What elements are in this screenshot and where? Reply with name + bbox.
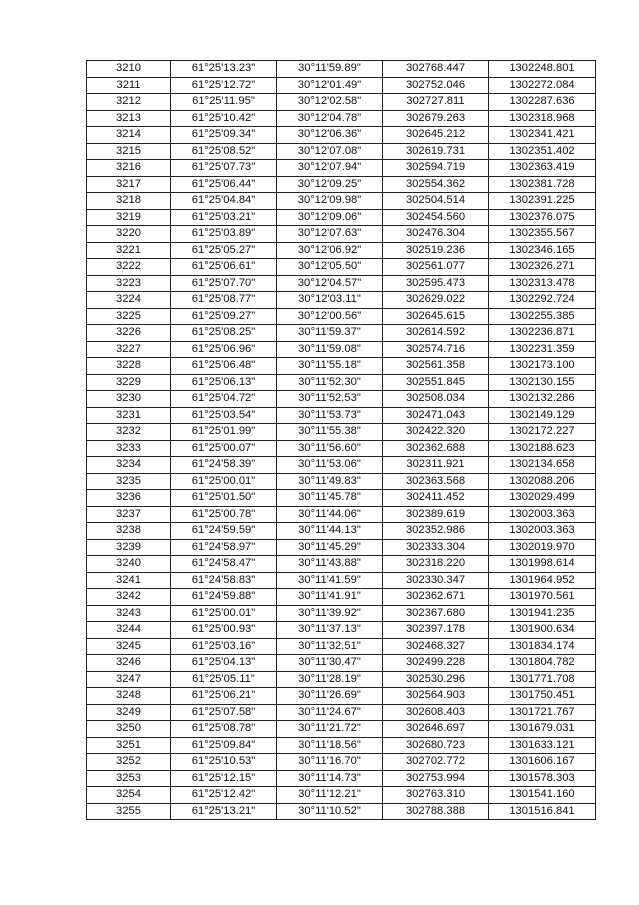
point-number-cell: 3251 xyxy=(87,737,171,754)
point-number-cell: 3234 xyxy=(87,457,171,474)
x-coordinate-cell: 302564.903 xyxy=(383,688,489,705)
point-number-cell: 3247 xyxy=(87,671,171,688)
table-row xyxy=(87,176,596,193)
x-coordinate-cell: 302768.447 xyxy=(383,61,489,78)
table-row xyxy=(87,424,596,441)
table-row xyxy=(87,770,596,787)
point-number-cell: 3227 xyxy=(87,341,171,358)
y-coordinate-cell: 1301941.235 xyxy=(489,605,596,622)
table-row xyxy=(87,358,596,375)
x-coordinate-cell: 302619.731 xyxy=(383,143,489,160)
point-number-cell: 3210 xyxy=(87,61,171,78)
longitude-cell: 30°12'07.63" xyxy=(277,226,383,243)
table-row xyxy=(87,737,596,754)
y-coordinate-cell: 1302173.100 xyxy=(489,358,596,375)
x-coordinate-cell: 302551.845 xyxy=(383,374,489,391)
x-coordinate-cell: 302646.697 xyxy=(383,721,489,738)
latitude-cell: 61°25'08.78" xyxy=(171,721,277,738)
x-coordinate-cell: 302318.220 xyxy=(383,556,489,573)
latitude-cell: 61°25'06.13" xyxy=(171,374,277,391)
y-coordinate-cell: 1302292.724 xyxy=(489,292,596,309)
longitude-cell: 30°11'55.18" xyxy=(277,358,383,375)
point-number-cell: 3229 xyxy=(87,374,171,391)
table-row xyxy=(87,209,596,226)
latitude-cell: 61°25'10.53" xyxy=(171,754,277,771)
x-coordinate-cell: 302594.719 xyxy=(383,160,489,177)
table-row xyxy=(87,523,596,540)
y-coordinate-cell: 1302391.225 xyxy=(489,193,596,210)
longitude-cell: 30°11'56.60" xyxy=(277,440,383,457)
longitude-cell: 30°11'44.06" xyxy=(277,506,383,523)
longitude-cell: 30°12'09.25" xyxy=(277,176,383,193)
x-coordinate-cell: 302561.358 xyxy=(383,358,489,375)
table-row xyxy=(87,473,596,490)
longitude-cell: 30°11'39.92" xyxy=(277,605,383,622)
latitude-cell: 61°25'06.21" xyxy=(171,688,277,705)
table-row xyxy=(87,193,596,210)
y-coordinate-cell: 1301541.160 xyxy=(489,787,596,804)
longitude-cell: 30°11'16.70" xyxy=(277,754,383,771)
table-row xyxy=(87,556,596,573)
latitude-cell: 61°25'11.95" xyxy=(171,94,277,111)
latitude-cell: 61°25'00.01" xyxy=(171,473,277,490)
x-coordinate-cell: 302333.304 xyxy=(383,539,489,556)
table-row xyxy=(87,110,596,127)
longitude-cell: 30°12'06.92" xyxy=(277,242,383,259)
y-coordinate-cell: 1302355.567 xyxy=(489,226,596,243)
point-number-cell: 3226 xyxy=(87,325,171,342)
table-row xyxy=(87,704,596,721)
table-row xyxy=(87,655,596,672)
point-number-cell: 3231 xyxy=(87,407,171,424)
y-coordinate-cell: 1302132.286 xyxy=(489,391,596,408)
table-row xyxy=(87,457,596,474)
latitude-cell: 61°25'00.93" xyxy=(171,622,277,639)
latitude-cell: 61°25'00.78" xyxy=(171,506,277,523)
y-coordinate-cell: 1302346.165 xyxy=(489,242,596,259)
longitude-cell: 30°12'06.36" xyxy=(277,127,383,144)
y-coordinate-cell: 1302341.421 xyxy=(489,127,596,144)
latitude-cell: 61°24'59.88" xyxy=(171,589,277,606)
latitude-cell: 61°25'05.27" xyxy=(171,242,277,259)
y-coordinate-cell: 1301834.174 xyxy=(489,638,596,655)
point-number-cell: 3243 xyxy=(87,605,171,622)
y-coordinate-cell: 1302003.363 xyxy=(489,523,596,540)
y-coordinate-cell: 1302149.129 xyxy=(489,407,596,424)
point-number-cell: 3244 xyxy=(87,622,171,639)
latitude-cell: 61°24'58.39" xyxy=(171,457,277,474)
latitude-cell: 61°25'07.70" xyxy=(171,275,277,292)
longitude-cell: 30°12'03.11" xyxy=(277,292,383,309)
point-number-cell: 3239 xyxy=(87,539,171,556)
latitude-cell: 61°25'04.72" xyxy=(171,391,277,408)
table-row xyxy=(87,506,596,523)
latitude-cell: 61°25'03.54" xyxy=(171,407,277,424)
x-coordinate-cell: 302411.452 xyxy=(383,490,489,507)
point-number-cell: 3255 xyxy=(87,803,171,820)
y-coordinate-cell: 1302326.271 xyxy=(489,259,596,276)
point-number-cell: 3248 xyxy=(87,688,171,705)
longitude-cell: 30°11'49.83" xyxy=(277,473,383,490)
x-coordinate-cell: 302330.347 xyxy=(383,572,489,589)
x-coordinate-cell: 302679.263 xyxy=(383,110,489,127)
x-coordinate-cell: 302763.310 xyxy=(383,787,489,804)
point-number-cell: 3236 xyxy=(87,490,171,507)
point-number-cell: 3249 xyxy=(87,704,171,721)
point-number-cell: 3211 xyxy=(87,77,171,94)
y-coordinate-cell: 1301900.634 xyxy=(489,622,596,639)
point-number-cell: 3212 xyxy=(87,94,171,111)
longitude-cell: 30°11'30.47" xyxy=(277,655,383,672)
x-coordinate-cell: 302645.615 xyxy=(383,308,489,325)
point-number-cell: 3219 xyxy=(87,209,171,226)
point-number-cell: 3245 xyxy=(87,638,171,655)
latitude-cell: 61°25'13.23" xyxy=(171,61,277,78)
x-coordinate-cell: 302530.296 xyxy=(383,671,489,688)
x-coordinate-cell: 302727.811 xyxy=(383,94,489,111)
table-row xyxy=(87,94,596,111)
x-coordinate-cell: 302753.994 xyxy=(383,770,489,787)
y-coordinate-cell: 1302019.970 xyxy=(489,539,596,556)
longitude-cell: 30°11'59.89" xyxy=(277,61,383,78)
latitude-cell: 61°25'09.84" xyxy=(171,737,277,754)
latitude-cell: 61°25'06.96" xyxy=(171,341,277,358)
y-coordinate-cell: 1302248.801 xyxy=(489,61,596,78)
y-coordinate-cell: 1302255.385 xyxy=(489,308,596,325)
table-row xyxy=(87,325,596,342)
latitude-cell: 61°25'12.72" xyxy=(171,77,277,94)
x-coordinate-cell: 302362.671 xyxy=(383,589,489,606)
table-row xyxy=(87,440,596,457)
x-coordinate-cell: 302629.022 xyxy=(383,292,489,309)
x-coordinate-cell: 302471.043 xyxy=(383,407,489,424)
longitude-cell: 30°12'04.57" xyxy=(277,275,383,292)
latitude-cell: 61°24'58.97" xyxy=(171,539,277,556)
longitude-cell: 30°12'01.49" xyxy=(277,77,383,94)
point-number-cell: 3232 xyxy=(87,424,171,441)
y-coordinate-cell: 1302029.499 xyxy=(489,490,596,507)
y-coordinate-cell: 1301998.614 xyxy=(489,556,596,573)
point-number-cell: 3252 xyxy=(87,754,171,771)
latitude-cell: 61°25'05.11" xyxy=(171,671,277,688)
x-coordinate-cell: 302554.362 xyxy=(383,176,489,193)
y-coordinate-cell: 1302287.636 xyxy=(489,94,596,111)
table-row xyxy=(87,572,596,589)
latitude-cell: 61°24'59.59" xyxy=(171,523,277,540)
table-row xyxy=(87,61,596,78)
table-row xyxy=(87,490,596,507)
point-number-cell: 3238 xyxy=(87,523,171,540)
y-coordinate-cell: 1302130.155 xyxy=(489,374,596,391)
table-row xyxy=(87,242,596,259)
longitude-cell: 30°12'09.06" xyxy=(277,209,383,226)
point-number-cell: 3237 xyxy=(87,506,171,523)
point-number-cell: 3233 xyxy=(87,440,171,457)
longitude-cell: 30°12'07.08" xyxy=(277,143,383,160)
table-row xyxy=(87,671,596,688)
latitude-cell: 61°24'58.83" xyxy=(171,572,277,589)
latitude-cell: 61°24'58.47" xyxy=(171,556,277,573)
point-number-cell: 3240 xyxy=(87,556,171,573)
x-coordinate-cell: 302752.046 xyxy=(383,77,489,94)
y-coordinate-cell: 1302134.658 xyxy=(489,457,596,474)
point-number-cell: 3253 xyxy=(87,770,171,787)
table-row xyxy=(87,292,596,309)
y-coordinate-cell: 1301721.767 xyxy=(489,704,596,721)
longitude-cell: 30°11'12.21" xyxy=(277,787,383,804)
y-coordinate-cell: 1301771.708 xyxy=(489,671,596,688)
point-number-cell: 3223 xyxy=(87,275,171,292)
point-number-cell: 3235 xyxy=(87,473,171,490)
x-coordinate-cell: 302468.327 xyxy=(383,638,489,655)
table-row xyxy=(87,160,596,177)
longitude-cell: 30°12'07.94" xyxy=(277,160,383,177)
point-number-cell: 3215 xyxy=(87,143,171,160)
table-row xyxy=(87,589,596,606)
x-coordinate-cell: 302608.403 xyxy=(383,704,489,721)
coordinates-table xyxy=(86,60,596,820)
x-coordinate-cell: 302311.921 xyxy=(383,457,489,474)
longitude-cell: 30°12'00.56" xyxy=(277,308,383,325)
longitude-cell: 30°11'28.19" xyxy=(277,671,383,688)
longitude-cell: 30°12'04.78" xyxy=(277,110,383,127)
point-number-cell: 3254 xyxy=(87,787,171,804)
table-row xyxy=(87,787,596,804)
x-coordinate-cell: 302645.212 xyxy=(383,127,489,144)
x-coordinate-cell: 302614.592 xyxy=(383,325,489,342)
point-number-cell: 3242 xyxy=(87,589,171,606)
table-row xyxy=(87,803,596,820)
latitude-cell: 61°25'07.73" xyxy=(171,160,277,177)
y-coordinate-cell: 1302231.359 xyxy=(489,341,596,358)
longitude-cell: 30°11'18.56" xyxy=(277,737,383,754)
x-coordinate-cell: 302508.034 xyxy=(383,391,489,408)
table-row xyxy=(87,341,596,358)
y-coordinate-cell: 1302376.075 xyxy=(489,209,596,226)
latitude-cell: 61°25'09.27" xyxy=(171,308,277,325)
y-coordinate-cell: 1302351.402 xyxy=(489,143,596,160)
coordinates-table-body xyxy=(87,61,596,820)
latitude-cell: 61°25'08.25" xyxy=(171,325,277,342)
latitude-cell: 61°25'03.21" xyxy=(171,209,277,226)
longitude-cell: 30°11'52.30" xyxy=(277,374,383,391)
longitude-cell: 30°11'24.67" xyxy=(277,704,383,721)
y-coordinate-cell: 1302088.206 xyxy=(489,473,596,490)
table-row xyxy=(87,638,596,655)
longitude-cell: 30°11'41.91" xyxy=(277,589,383,606)
y-coordinate-cell: 1302236.871 xyxy=(489,325,596,342)
x-coordinate-cell: 302397.178 xyxy=(383,622,489,639)
y-coordinate-cell: 1301606.167 xyxy=(489,754,596,771)
x-coordinate-cell: 302680.723 xyxy=(383,737,489,754)
latitude-cell: 61°25'07.58" xyxy=(171,704,277,721)
latitude-cell: 61°25'08.52" xyxy=(171,143,277,160)
latitude-cell: 61°25'01.50" xyxy=(171,490,277,507)
point-number-cell: 3246 xyxy=(87,655,171,672)
point-number-cell: 3228 xyxy=(87,358,171,375)
longitude-cell: 30°11'37.13" xyxy=(277,622,383,639)
latitude-cell: 61°25'06.48" xyxy=(171,358,277,375)
x-coordinate-cell: 302504.514 xyxy=(383,193,489,210)
table-row xyxy=(87,259,596,276)
longitude-cell: 30°11'14.73" xyxy=(277,770,383,787)
y-coordinate-cell: 1301964.952 xyxy=(489,572,596,589)
point-number-cell: 3216 xyxy=(87,160,171,177)
x-coordinate-cell: 302454.560 xyxy=(383,209,489,226)
point-number-cell: 3218 xyxy=(87,193,171,210)
y-coordinate-cell: 1302363.419 xyxy=(489,160,596,177)
y-coordinate-cell: 1301679.031 xyxy=(489,721,596,738)
longitude-cell: 30°12'02.58" xyxy=(277,94,383,111)
longitude-cell: 30°11'26.69" xyxy=(277,688,383,705)
longitude-cell: 30°11'52.53" xyxy=(277,391,383,408)
x-coordinate-cell: 302788.388 xyxy=(383,803,489,820)
table-row xyxy=(87,539,596,556)
y-coordinate-cell: 1302313.478 xyxy=(489,275,596,292)
y-coordinate-cell: 1302003.363 xyxy=(489,506,596,523)
longitude-cell: 30°11'53.06" xyxy=(277,457,383,474)
latitude-cell: 61°25'12.42" xyxy=(171,787,277,804)
table-row xyxy=(87,721,596,738)
latitude-cell: 61°25'10.42" xyxy=(171,110,277,127)
table-row xyxy=(87,407,596,424)
table-row xyxy=(87,127,596,144)
x-coordinate-cell: 302519.236 xyxy=(383,242,489,259)
table-row xyxy=(87,226,596,243)
latitude-cell: 61°25'12.15" xyxy=(171,770,277,787)
longitude-cell: 30°11'32.51" xyxy=(277,638,383,655)
longitude-cell: 30°11'55.38" xyxy=(277,424,383,441)
latitude-cell: 61°25'08.77" xyxy=(171,292,277,309)
x-coordinate-cell: 302476.304 xyxy=(383,226,489,243)
table-row xyxy=(87,605,596,622)
x-coordinate-cell: 302595.473 xyxy=(383,275,489,292)
latitude-cell: 61°25'01.99" xyxy=(171,424,277,441)
longitude-cell: 30°11'10.52" xyxy=(277,803,383,820)
longitude-cell: 30°11'43.88" xyxy=(277,556,383,573)
longitude-cell: 30°11'45.78" xyxy=(277,490,383,507)
latitude-cell: 61°25'00.07" xyxy=(171,440,277,457)
point-number-cell: 3230 xyxy=(87,391,171,408)
point-number-cell: 3222 xyxy=(87,259,171,276)
latitude-cell: 61°25'03.16" xyxy=(171,638,277,655)
longitude-cell: 30°11'41.59" xyxy=(277,572,383,589)
y-coordinate-cell: 1302272.084 xyxy=(489,77,596,94)
point-number-cell: 3220 xyxy=(87,226,171,243)
y-coordinate-cell: 1301750.451 xyxy=(489,688,596,705)
y-coordinate-cell: 1302188.623 xyxy=(489,440,596,457)
table-row xyxy=(87,754,596,771)
y-coordinate-cell: 1301970.561 xyxy=(489,589,596,606)
table-row xyxy=(87,391,596,408)
x-coordinate-cell: 302422.320 xyxy=(383,424,489,441)
latitude-cell: 61°25'13.21" xyxy=(171,803,277,820)
y-coordinate-cell: 1301516.841 xyxy=(489,803,596,820)
table-row xyxy=(87,374,596,391)
table-row xyxy=(87,275,596,292)
x-coordinate-cell: 302367.680 xyxy=(383,605,489,622)
point-number-cell: 3224 xyxy=(87,292,171,309)
longitude-cell: 30°11'44.13" xyxy=(277,523,383,540)
y-coordinate-cell: 1302381.728 xyxy=(489,176,596,193)
y-coordinate-cell: 1301578.303 xyxy=(489,770,596,787)
x-coordinate-cell: 302702.772 xyxy=(383,754,489,771)
latitude-cell: 61°25'04.84" xyxy=(171,193,277,210)
longitude-cell: 30°11'53.73" xyxy=(277,407,383,424)
x-coordinate-cell: 302352.986 xyxy=(383,523,489,540)
latitude-cell: 61°25'09.34" xyxy=(171,127,277,144)
table-row xyxy=(87,77,596,94)
latitude-cell: 61°25'04.13" xyxy=(171,655,277,672)
point-number-cell: 3241 xyxy=(87,572,171,589)
table-row xyxy=(87,308,596,325)
y-coordinate-cell: 1301633.121 xyxy=(489,737,596,754)
table-row xyxy=(87,622,596,639)
y-coordinate-cell: 1302318.968 xyxy=(489,110,596,127)
longitude-cell: 30°12'09.98" xyxy=(277,193,383,210)
longitude-cell: 30°11'45.29" xyxy=(277,539,383,556)
longitude-cell: 30°11'59.37" xyxy=(277,325,383,342)
longitude-cell: 30°11'59.08" xyxy=(277,341,383,358)
point-number-cell: 3221 xyxy=(87,242,171,259)
latitude-cell: 61°25'06.44" xyxy=(171,176,277,193)
y-coordinate-cell: 1302172.227 xyxy=(489,424,596,441)
x-coordinate-cell: 302363.568 xyxy=(383,473,489,490)
point-number-cell: 3225 xyxy=(87,308,171,325)
x-coordinate-cell: 302561.077 xyxy=(383,259,489,276)
x-coordinate-cell: 302499.228 xyxy=(383,655,489,672)
point-number-cell: 3214 xyxy=(87,127,171,144)
table-row xyxy=(87,143,596,160)
longitude-cell: 30°12'05.50" xyxy=(277,259,383,276)
x-coordinate-cell: 302389.619 xyxy=(383,506,489,523)
latitude-cell: 61°25'03.89" xyxy=(171,226,277,243)
longitude-cell: 30°11'21.72" xyxy=(277,721,383,738)
x-coordinate-cell: 302574.716 xyxy=(383,341,489,358)
table-row xyxy=(87,688,596,705)
x-coordinate-cell: 302362.688 xyxy=(383,440,489,457)
point-number-cell: 3213 xyxy=(87,110,171,127)
latitude-cell: 61°25'00.01" xyxy=(171,605,277,622)
latitude-cell: 61°25'06.61" xyxy=(171,259,277,276)
point-number-cell: 3250 xyxy=(87,721,171,738)
point-number-cell: 3217 xyxy=(87,176,171,193)
y-coordinate-cell: 1301804.782 xyxy=(489,655,596,672)
